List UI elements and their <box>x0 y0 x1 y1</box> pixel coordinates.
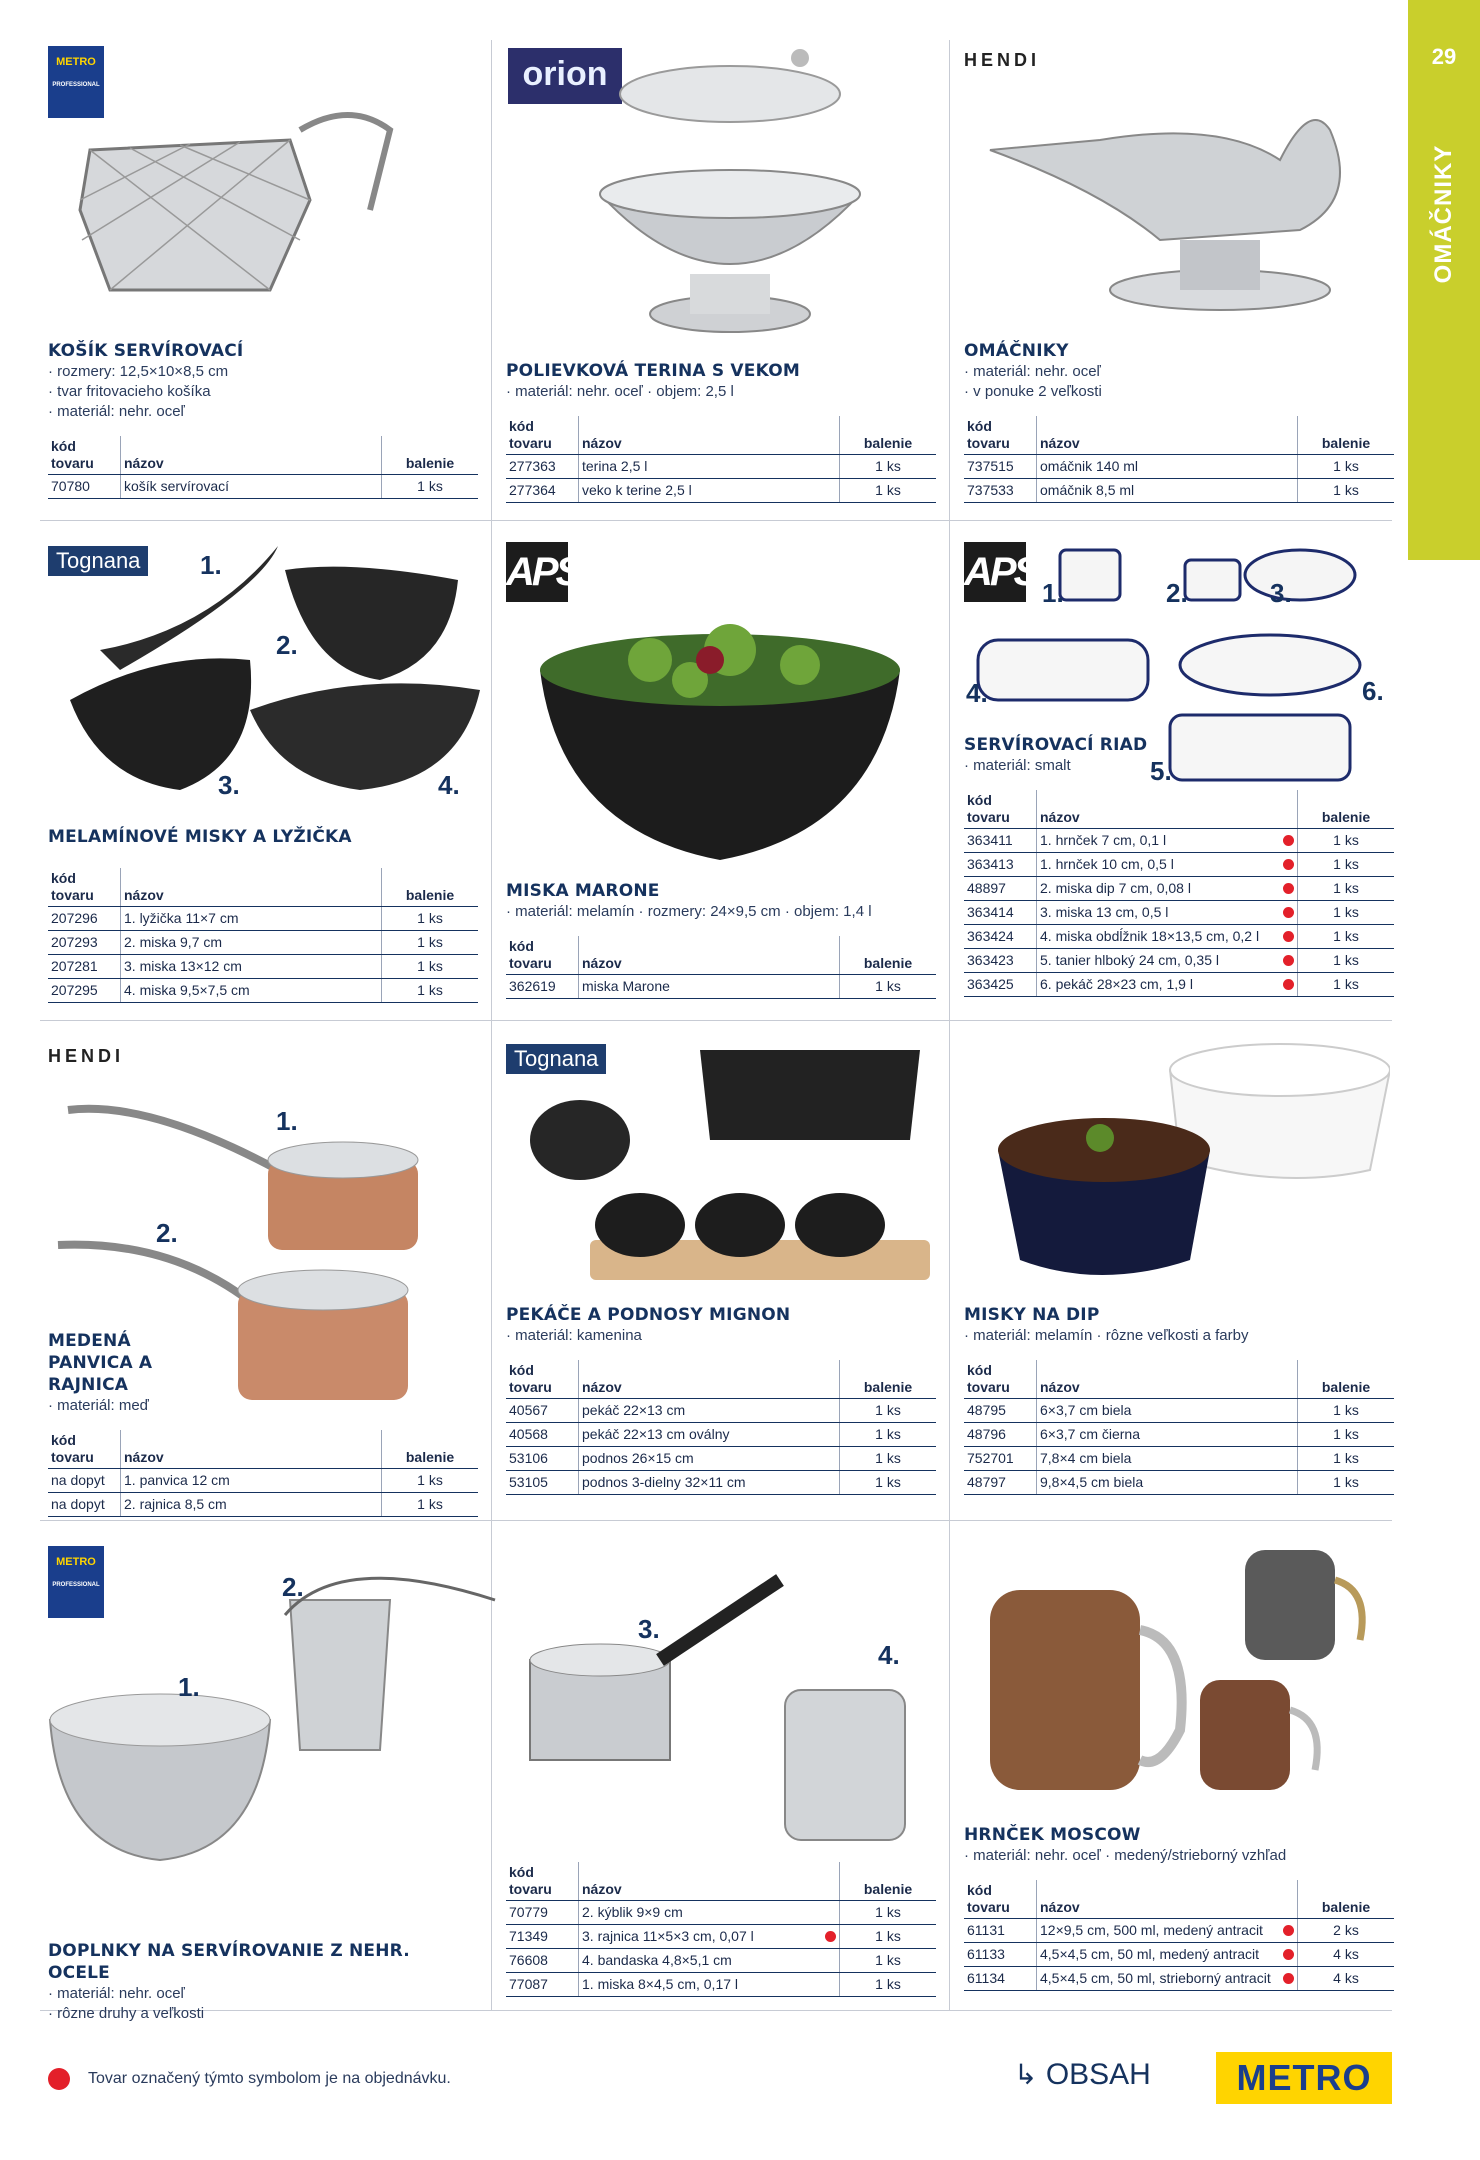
product-desc: · materiál: meď <box>48 1397 149 1414</box>
column-header-code: kód tovaru <box>506 416 579 455</box>
table-row: 61133 4,5×4,5 cm, 50 ml, medený antracit 4 ks <box>964 1943 1394 1967</box>
product-title: DOPLNKY NA SERVÍROVANIE Z NEHR. OCELE <box>48 1941 410 1983</box>
sauce-boat-image <box>980 80 1380 320</box>
column-header-code: kód tovaru <box>506 936 579 975</box>
column-header-code: kód tovaru <box>48 436 121 475</box>
table-row: 277363 terina 2,5 l 1 ks <box>506 455 936 479</box>
column-header-pack: balenie <box>382 868 479 907</box>
product-table <box>506 936 936 999</box>
product-title: MISKY NA DIP <box>964 1305 1100 1325</box>
item-number: 1. <box>1042 578 1064 608</box>
column-header-code: kód tovaru <box>964 790 1037 829</box>
melamine-bowls-image <box>60 540 480 800</box>
item-number: 3. <box>1270 578 1292 608</box>
column-header-code: kód tovaru <box>48 1430 121 1469</box>
product-table <box>964 1360 1394 1495</box>
aps-logo: APS <box>506 542 568 602</box>
item-number: 2. <box>282 1572 304 1602</box>
table-row: 70780 košík servírovací 1 ks <box>48 475 478 499</box>
divider <box>949 40 950 2010</box>
column-header-code: kód tovaru <box>964 1880 1037 1919</box>
divider <box>40 1020 1392 1021</box>
column-header-pack: balenie <box>840 1862 937 1901</box>
column-header-pack: balenie <box>382 436 479 475</box>
item-number: 4. <box>878 1640 900 1670</box>
product-title: MISKA MARONE <box>506 881 660 901</box>
product-title: PEKÁČE A PODNOSY MIGNON <box>506 1305 791 1325</box>
table-row: 48796 6×3,7 cm čierna 1 ks <box>964 1423 1394 1447</box>
order-dot-icon <box>1283 835 1294 846</box>
item-number: 1. <box>276 1106 298 1136</box>
column-header-code: kód tovaru <box>964 1360 1037 1399</box>
column-header-name: názov <box>579 1360 840 1399</box>
column-header-name: názov <box>121 436 382 475</box>
item-number: 2. <box>276 630 298 660</box>
order-dot-icon <box>1283 859 1294 870</box>
product-desc: · materiál: nehr. oceľ · medený/strieborný vzhľad <box>964 1847 1287 1864</box>
divider <box>40 1520 1392 1521</box>
table-row: 363423 5. tanier hlboký 24 cm, 0,35 l 1 ks <box>964 949 1394 973</box>
product-desc: · v ponuke 2 veľkosti <box>964 383 1102 400</box>
table-row: 40568 pekáč 22×13 cm oválny 1 ks <box>506 1423 936 1447</box>
column-header-pack: balenie <box>840 416 937 455</box>
product-desc: · materiál: nehr. oceľ <box>964 363 1101 380</box>
product-table <box>506 416 936 503</box>
product-desc: · rôzne druhy a veľkosti <box>48 2005 205 2022</box>
product-desc: · materiál: melamín · rozmery: 24×9,5 cm · objem: 1,4 l <box>506 903 872 920</box>
order-dot-icon <box>1283 907 1294 918</box>
item-number: 6. <box>1362 676 1384 706</box>
tognana-logo: Tognana <box>48 546 148 576</box>
item-number: 4. <box>438 770 460 800</box>
table-row: 363413 1. hrnček 10 cm, 0,5 l 1 ks <box>964 853 1394 877</box>
item-number: 3. <box>218 770 240 800</box>
order-dot-icon <box>1283 1973 1294 1984</box>
column-header-pack: balenie <box>1298 1360 1395 1399</box>
product-title: POLIEVKOVÁ TERINA S VEKOM <box>506 361 800 381</box>
table-row: 48795 6×3,7 cm biela 1 ks <box>964 1399 1394 1423</box>
table-row: 61134 4,5×4,5 cm, 50 ml, strieborný antracit 4 ks <box>964 1967 1394 1991</box>
item-number: 1. <box>200 550 222 580</box>
column-header-pack: balenie <box>1298 1880 1395 1919</box>
metro-professional-logo: METRO PROFESSIONAL <box>48 1546 104 1618</box>
table-row: 53105 podnos 3-dielny 32×11 cm 1 ks <box>506 1471 936 1495</box>
order-dot-icon <box>1283 1925 1294 1936</box>
table-row: 76608 4. bandaska 4,8×5,1 cm 1 ks <box>506 1949 936 1973</box>
mignon-dishes-image <box>520 1040 940 1290</box>
category-label: OMÁČNIKY <box>1430 144 1457 284</box>
product-desc: · materiál: nehr. oceľ <box>48 1985 185 2002</box>
column-header-name: názov <box>579 936 840 975</box>
table-row: 207295 4. miska 9,5×7,5 cm 1 ks <box>48 979 478 1003</box>
table-row: 752701 7,8×4 cm biela 1 ks <box>964 1447 1394 1471</box>
product-table <box>964 416 1394 503</box>
metro-logo[interactable]: METRO <box>1216 2052 1392 2104</box>
page-number: 29 <box>1431 44 1457 69</box>
arrow-icon: ↳ <box>1014 2059 1038 2090</box>
product-title: OMÁČNIKY <box>964 341 1069 361</box>
divider <box>40 520 1392 521</box>
product-table <box>964 790 1394 997</box>
table-row: 71349 3. rajnica 11×5×3 cm, 0,07 l 1 ks <box>506 1925 936 1949</box>
table-row: 61131 12×9,5 cm, 500 ml, medený antracit 2 ks <box>964 1919 1394 1943</box>
metro-professional-logo: METRO PROFESSIONAL <box>48 46 104 118</box>
column-header-code: kód tovaru <box>506 1862 579 1901</box>
column-header-code: kód tovaru <box>964 416 1037 455</box>
order-dot-icon <box>1283 883 1294 894</box>
table-row: 77087 1. miska 8×4,5 cm, 0,17 l 1 ks <box>506 1973 936 1997</box>
item-number: 1. <box>178 1672 200 1702</box>
table-row: 53106 podnos 26×15 cm 1 ks <box>506 1447 936 1471</box>
dip-bowls-image <box>990 1040 1390 1290</box>
item-number: 2. <box>1166 578 1188 608</box>
order-dot-icon <box>48 2068 70 2090</box>
table-row: 40567 pekáč 22×13 cm 1 ks <box>506 1399 936 1423</box>
product-title: HRNČEK MOSCOW <box>964 1825 1141 1845</box>
tognana-logo: Tognana <box>506 1044 606 1074</box>
product-desc: · materiál: melamín · rôzne veľkosti a farby <box>964 1327 1249 1344</box>
column-header-pack: balenie <box>1298 416 1395 455</box>
column-header-code: kód tovaru <box>48 868 121 907</box>
table-row: 737515 omáčnik 140 ml 1 ks <box>964 455 1394 479</box>
aps-logo: APS <box>964 542 1026 602</box>
order-dot-icon <box>1283 931 1294 942</box>
item-number: 5. <box>1150 756 1172 786</box>
item-number: 4. <box>966 678 988 708</box>
orion-logo: orion <box>508 48 622 104</box>
category-tab <box>1408 0 1480 560</box>
column-header-code: kód tovaru <box>506 1360 579 1399</box>
moscow-mugs-image <box>960 1530 1380 1820</box>
column-header-name: názov <box>121 868 382 907</box>
column-header-name: názov <box>1037 1360 1298 1399</box>
marone-bowl-image <box>530 620 910 870</box>
column-header-pack: balenie <box>382 1430 479 1469</box>
product-table <box>48 436 478 499</box>
product-table <box>506 1360 936 1495</box>
column-header-name: názov <box>1037 416 1298 455</box>
column-header-pack: balenie <box>840 1360 937 1399</box>
serving-basket-image <box>70 90 400 330</box>
table-row: na dopyt 2. rajnica 8,5 cm 1 ks <box>48 1493 478 1517</box>
table-row: 277364 veko k terine 2,5 l 1 ks <box>506 479 936 503</box>
product-desc: · materiál: nehr. oceľ <box>48 403 185 420</box>
product-desc: · tvar fritovacieho košíka <box>48 383 211 400</box>
item-number: 2. <box>156 1218 178 1248</box>
product-table <box>964 1880 1394 1991</box>
product-title: SERVÍROVACÍ RIAD <box>964 735 1148 755</box>
table-row: na dopyt 1. panvica 12 cm 1 ks <box>48 1469 478 1493</box>
product-table <box>48 1430 478 1517</box>
table-row: 207281 3. miska 13×12 cm 1 ks <box>48 955 478 979</box>
hendi-logo: HENDI <box>48 1046 125 1066</box>
product-desc: · materiál: kamenina <box>506 1327 642 1344</box>
order-dot-icon <box>1283 955 1294 966</box>
item-number: 3. <box>638 1614 660 1644</box>
stainless-serveware-image <box>40 1560 920 1880</box>
product-desc: · rozmery: 12,5×10×8,5 cm <box>48 363 229 380</box>
column-header-name: názov <box>121 1430 382 1469</box>
table-row: 363414 3. miska 13 cm, 0,5 l 1 ks <box>964 901 1394 925</box>
order-dot-icon <box>1283 1949 1294 1960</box>
order-dot-icon <box>825 1931 836 1942</box>
product-table <box>48 868 478 1003</box>
contents-link[interactable] <box>1014 2058 1151 2092</box>
table-row: 737533 omáčnik 8,5 ml 1 ks <box>964 479 1394 503</box>
column-header-name: názov <box>579 416 840 455</box>
order-dot-icon <box>1283 979 1294 990</box>
table-row: 363425 6. pekáč 28×23 cm, 1,9 l 1 ks <box>964 973 1394 997</box>
footer-note: Tovar označený týmto symbolom je na objednávku. <box>88 2070 451 2087</box>
table-row: 362619 miska Marone 1 ks <box>506 975 936 999</box>
product-title: MELAMÍNOVÉ MISKY A LYŽIČKA <box>48 827 352 847</box>
table-row: 207296 1. lyžička 11×7 cm 1 ks <box>48 907 478 931</box>
product-desc: · materiál: smalt <box>964 757 1071 774</box>
table-row: 207293 2. miska 9,7 cm 1 ks <box>48 931 478 955</box>
product-desc: · materiál: nehr. oceľ · objem: 2,5 l <box>506 383 734 400</box>
hendi-logo: HENDI <box>964 50 1041 70</box>
product-table <box>506 1862 936 1997</box>
table-row: 363424 4. miska obdĺžnik 18×13,5 cm, 0,2 l 1 ks <box>964 925 1394 949</box>
table-row: 70779 2. kýblik 9×9 cm 1 ks <box>506 1901 936 1925</box>
table-row: 48897 2. miska dip 7 cm, 0,08 l 1 ks <box>964 877 1394 901</box>
product-title: MEDENÁ PANVICA A RAJNICA <box>48 1331 153 1395</box>
product-title: KOŠÍK SERVÍROVACÍ <box>48 341 244 361</box>
contents-label: OBSAH <box>1045 2058 1151 2091</box>
soup-tureen-image <box>560 44 900 344</box>
table-row: 363411 1. hrnček 7 cm, 0,1 l 1 ks <box>964 829 1394 853</box>
column-header-name: názov <box>579 1862 840 1901</box>
column-header-name: názov <box>1037 790 1298 829</box>
column-header-pack: balenie <box>1298 790 1395 829</box>
column-header-pack: balenie <box>840 936 937 975</box>
table-row: 48797 9,8×4,5 cm biela 1 ks <box>964 1471 1394 1495</box>
column-header-name: názov <box>1037 1880 1298 1919</box>
